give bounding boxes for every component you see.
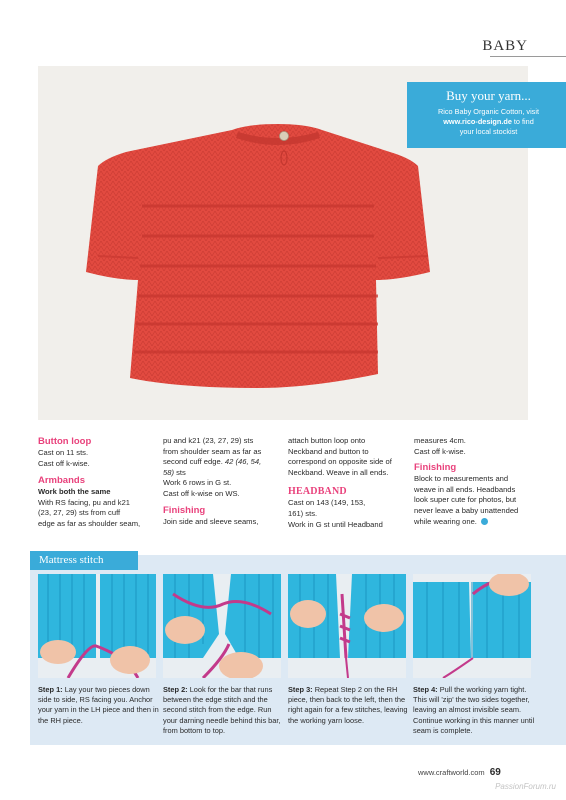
col3-line: attach button loop onto: [288, 436, 366, 445]
buy-box-line3: your local stockist: [459, 127, 518, 136]
button-loop-line: Cast on 11 sts.: [38, 448, 89, 457]
col2-italic: 58): [163, 467, 174, 477]
button-loop-line: Cast off k-wise.: [38, 458, 90, 468]
col2-line: Cast off k-wise on WS.: [163, 488, 240, 498]
buy-box-line1: Rico Baby Organic Cotton, visit: [438, 107, 539, 116]
step-4-text: [413, 685, 535, 736]
armbands-heading: Armbands: [38, 475, 85, 487]
step-4-photo: [413, 574, 531, 678]
headband-line: 161) sts.: [288, 508, 318, 518]
armbands-line: With RS facing, pu and k21: [38, 497, 131, 507]
buy-box-text: [421, 107, 556, 137]
buy-box-line2: to find: [511, 117, 534, 126]
step-2-text: [163, 685, 285, 736]
finishing-text: while wearing one.: [414, 516, 477, 526]
text-column-2: [163, 436, 288, 527]
finishing-line: Join side and sleeve seams,: [163, 516, 259, 526]
headband-line: Cast on 143 (149, 153,: [288, 498, 366, 508]
mattress-stitch-title: Mattress stitch: [30, 551, 138, 570]
headband-heading: HEADBAND: [288, 486, 347, 498]
finishing-line: Block to measurements and: [414, 474, 509, 484]
rico-link[interactable]: www.rico-design.de: [443, 117, 512, 126]
col2-line: Work 6 rows in G st.: [163, 478, 232, 488]
step-description: Repeat Step 2 on the RH piece, then back to the left, then the right again for a few stitches, leaving the working yarn loose.: [288, 685, 408, 725]
col3-line: correspond on opposite side of: [288, 457, 392, 467]
step-2-photo: [163, 574, 281, 678]
finishing-line: weave in all ends. Headbands: [414, 484, 516, 494]
step-label: Step 3:: [288, 685, 313, 694]
col2-line: [163, 468, 288, 479]
armbands-subheading: Work both the same: [38, 487, 111, 497]
col2-line: pu and k21 (23, 27, 29) sts: [163, 436, 254, 445]
col4-line: measures 4cm.: [414, 436, 466, 445]
text-column-3: [288, 436, 416, 530]
col2-line: from shoulder seam as far as: [163, 446, 262, 456]
step-description: Pull the working yarn tight. This will 'zip' the two sides together, leaving an almost invisible seam. Continue working in this manner until seam is complete.: [413, 685, 535, 735]
page-footer: [418, 767, 501, 778]
footer-url[interactable]: www.craftworld.com: [418, 768, 485, 777]
col3-line: Neckband. Weave in all ends.: [288, 467, 389, 477]
finishing-line: look super cute for photos, but: [414, 495, 517, 505]
step-description: Look for the bar that runs between the edge stitch and the second stitch from the edge. Run your darning needle behind this bar, from bottom to top.: [163, 685, 281, 735]
watermark: PassionForum.ru: [495, 782, 556, 791]
buy-box-title: Buy your yarn...: [446, 88, 531, 103]
finishing-line: [414, 517, 544, 528]
text-column-4: [414, 436, 544, 527]
finishing-line: never leave a baby unattended: [414, 505, 519, 515]
buy-yarn-box: [407, 82, 566, 148]
col2-line: [163, 457, 288, 468]
text-column-1: [38, 436, 166, 530]
blue-dot-icon: [481, 518, 488, 525]
step-label: Step 4:: [413, 685, 438, 694]
section-title: BABY: [482, 38, 528, 54]
button-loop-heading: Button loop: [38, 436, 92, 447]
step-1-text: [38, 685, 160, 726]
col2-text: second cuff edge.: [163, 457, 225, 467]
col3-line: Neckband and button to: [288, 446, 369, 456]
finishing-heading: Finishing: [414, 462, 457, 474]
armbands-line: edge as far as shoulder seam,: [38, 518, 141, 528]
page-number: 69: [489, 767, 501, 778]
finishing-heading: Finishing: [163, 504, 206, 516]
col2-text: sts: [173, 467, 186, 477]
step-description: Lay your two pieces down side to side, RS facing you. Anchor your yarn in the LH piece and then in the RH piece.: [38, 685, 159, 725]
step-label: Step 1:: [38, 685, 63, 694]
step-3-text: [288, 685, 410, 726]
header-rule: [490, 56, 566, 57]
col2-italic: 42 (46, 54,: [224, 457, 262, 467]
col4-line: Cast off k-wise.: [414, 446, 466, 456]
armbands-line: (23, 27, 29) sts from cuff: [38, 508, 121, 518]
headband-line: Work in G st until Headband: [288, 519, 383, 529]
step-label: Step 2:: [163, 685, 188, 694]
step-1-photo: [38, 574, 156, 678]
step-3-photo: [288, 574, 406, 678]
